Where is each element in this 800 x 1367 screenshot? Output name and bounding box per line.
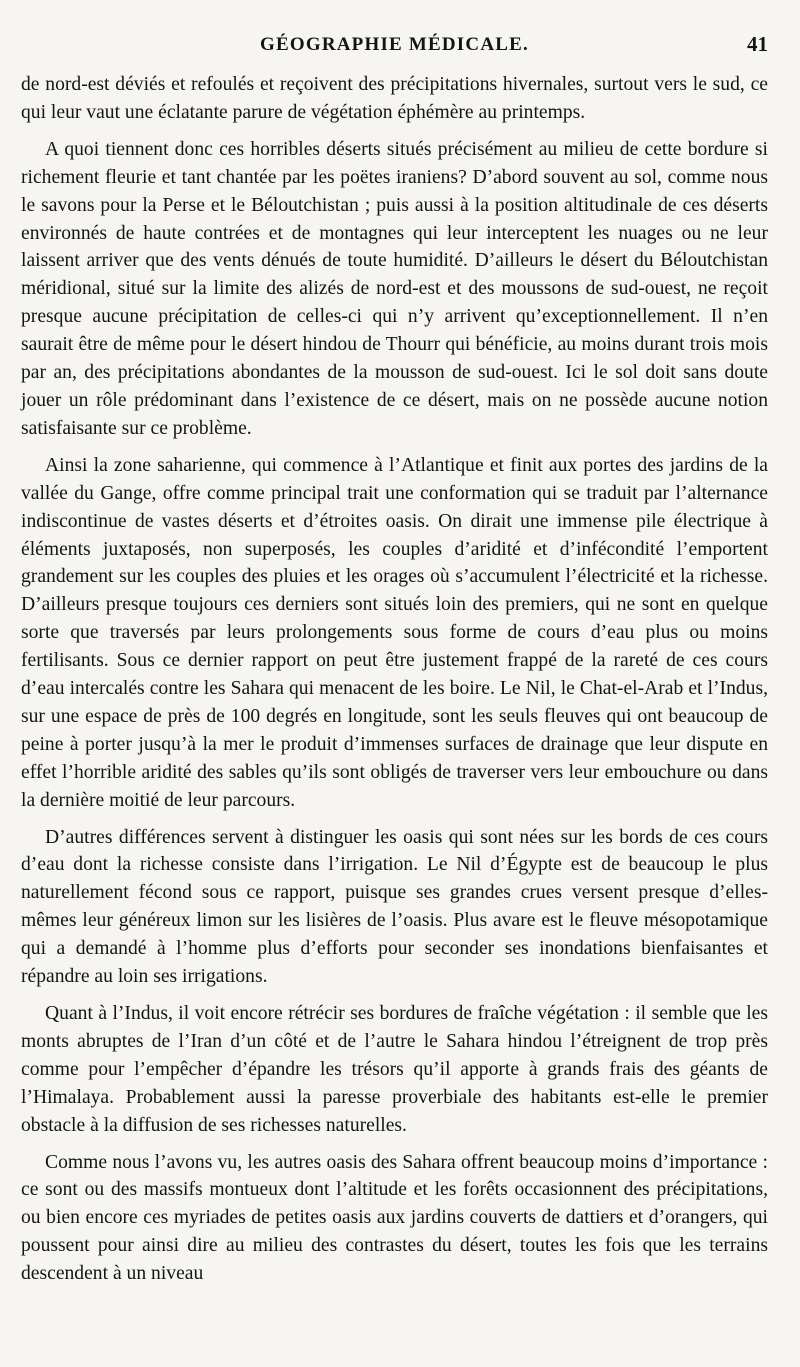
paragraph-4: D’autres différences servent à distinguer les oasis qui sont nées sur les bords de ces cours d’eau dont la richesse consiste dans l’irrigation. Le Nil d’Égypte est de beaucoup le plus naturellement fécond sous ce rapport, puisque ses grandes crues versent presque d’elles-mêmes leur généreux limon sur les lisières de l’oasis. Plus avare est le fleuve mésopotamique qui a demandé à l’homme plus d’efforts pour seconder ses inondations bienfaisantes et répandre au loin ses irrigations.	[21, 826, 768, 988]
paragraph-2: A quoi tiennent donc ces horribles déserts situés précisément au milieu de cette bordure si richement fleurie et tant chantée par les poëtes iraniens? D’abord souvent au sol, comme nous le savons pour la Perse et le Béloutchistan ; puis aussi à la position altitudinale de ces déserts environnés de haute contrées et de montagnes qui leur interceptent les nuages ou ne leur laissent arriver que des vents dénués de toute humidité. D’ailleurs le désert du Béloutchistan méridional, situé sur la limite des alizés de nord-est et des moussons de sud-ouest, ne reçoit presque aucune précipitation de celles-ci qui n’y arrivent qu’exceptionnellement. Il n’en saurait être de même pour le désert hindou de Thourr qui bénéficie, au moins durant trois mois par an, des précipitations abondantes de la mousson de sud-ouest. Ici le sol doit sans doute jouer un rôle prédominant dans l’existence de ce désert, mais on ne possède aucune notion satisfaisante sur ce problème.	[21, 138, 768, 439]
paragraph-1: de nord-est déviés et refoulés et reçoivent des précipitations hivernales, surtout vers le sud, ce qui leur vaut une éclatante parure de végétation éphémère au printemps.	[21, 74, 768, 123]
running-title: GÉOGRAPHIE MÉDICALE.	[260, 34, 529, 55]
paragraph-6: Comme nous l’avons vu, les autres oasis des Sahara offrent beaucoup moins d’importance : ce sont ou des massifs montueux dont l’altitude et les forêts occasionnent des précipitations, ou bien encore ces myriades de petites oasis aux jardins couverts de dattiers et d’orangers, qui poussent pour ainsi dire au milieu des contrastes du désert, toutes les fois que les terrains descendent à un niveau	[21, 1151, 768, 1285]
body-text	[21, 71, 768, 1288]
page-number: 41	[747, 32, 768, 56]
paragraph-5: Quant à l’Indus, il voit encore rétrécir ses bordures de fraîche végétation : il semble que les monts abruptes de l’Iran d’un côté et de l’autre le Sahara hindou l’étreignent de trop près comme pour l’empêcher d’épandre les trésors qu’il apporte à grands frais des géants de l’Himalaya. Probablement aussi la paresse proverbiale des habitants est-elle le premier obstacle à la diffusion de ses richesses naturelles.	[21, 1003, 768, 1136]
paragraph-3: Ainsi la zone saharienne, qui commence à l’Atlantique et finit aux portes des jardins de la vallée du Gange, offre comme principal trait une conformation qui se traduit par l’alternance indiscontinue de vastes déserts et d’étroites oasis. On dirait une immense pile électrique à éléments juxtaposés, non superposés, les couples d’aridité et d’infécondité l’emportent grandement sur les couples des pluies et les orages où s’accumulent l’électricité et la richesse. D’ailleurs presque toujours ces derniers sont situés loin des premiers, qui ne sont en quelque sorte que traversés par leurs prolongements sous forme de cours d’eau plus ou moins fertilisants. Sous ce dernier rapport on peut être justement frappé de la rareté de ces cours d’eau intercalés contre les Sahara qui menacent de les boire. Le Nil, le Chat-el-Arab et l’Indus, sur une espace de près de 100 degrés en longitude, sont les seuls fleuves qui ont beaucoup de peine à porter jusqu’à la mer le produit d’immenses surfaces de drainage que leur dispute en effet l’horrible aridité des sables qu’ils sont obligés de traverser vers leur embouchure ou dans la dernière moitié de leur parcours.	[21, 454, 768, 811]
page-header	[21, 30, 768, 60]
